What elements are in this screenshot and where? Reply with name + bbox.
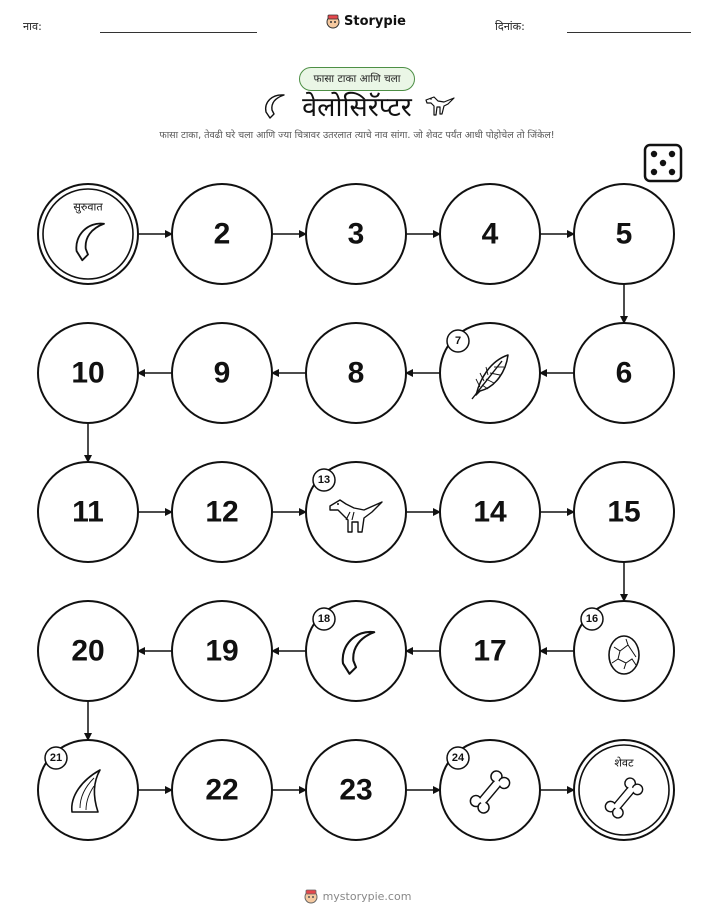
name-label: नाव: (23, 20, 42, 33)
instructions: फासा टाका, तेवढी घरे चला आणि ज्या चित्रावर उतरलात त्याचे नाव सांगा. जो शेवट पर्यंत आधी पोहोचेल तो जिंकेल! (159, 130, 555, 141)
board-cell-24[interactable] (440, 740, 540, 840)
board-cell-3[interactable] (306, 184, 406, 284)
cell-badge (447, 747, 469, 769)
badge-number: 13 (317, 474, 331, 486)
cell-number: 2 (213, 217, 231, 251)
board-cell-13[interactable] (306, 462, 406, 562)
board-cell-21[interactable] (38, 740, 138, 840)
board-cell-25[interactable] (574, 740, 674, 840)
storypie-mascot-icon (303, 888, 319, 904)
board-cell-19[interactable] (172, 601, 272, 701)
cell-number: 3 (347, 217, 365, 251)
board-cell-2[interactable] (172, 184, 272, 284)
board-cell-10[interactable] (38, 323, 138, 423)
board-cell-12[interactable] (172, 462, 272, 562)
footer (0, 888, 714, 904)
cell-number: 12 (205, 495, 239, 529)
game-tag: फासा टाका आणि चला (299, 67, 415, 91)
start-label: सुरुवात (73, 200, 103, 214)
board-cell-14[interactable] (440, 462, 540, 562)
egg-icon (609, 636, 639, 674)
cell-number: 10 (71, 356, 105, 390)
board-cell-11[interactable] (38, 462, 138, 562)
footer-site[interactable]: mystorypie.com (322, 889, 412, 903)
board-cell-1[interactable] (38, 184, 138, 284)
board-cell-22[interactable] (172, 740, 272, 840)
cell-number: 15 (607, 495, 641, 529)
cell-number: 4 (481, 217, 499, 251)
board-cell-7[interactable] (440, 323, 540, 423)
date-label: दिनांक: (495, 20, 525, 33)
cell-number: 6 (615, 356, 633, 390)
board-cell-5[interactable] (574, 184, 674, 284)
board-cell-6[interactable] (574, 323, 674, 423)
board-cell-15[interactable] (574, 462, 674, 562)
cell-badge (313, 469, 335, 491)
board-cell-18[interactable] (306, 601, 406, 701)
badge-number: 7 (454, 335, 462, 347)
badge-number: 18 (317, 613, 331, 625)
cell-badge (581, 608, 603, 630)
cell-number: 11 (72, 495, 104, 529)
cell-badge (313, 608, 335, 630)
brand-name: Storypie (344, 13, 406, 29)
cell-number: 14 (473, 495, 507, 529)
board-cell-4[interactable] (440, 184, 540, 284)
badge-number: 21 (49, 752, 63, 764)
end-label: शेवट (614, 756, 634, 770)
cell-number: 23 (339, 773, 373, 807)
board-cell-8[interactable] (306, 323, 406, 423)
cell-number: 17 (473, 634, 507, 668)
board-cell-23[interactable] (306, 740, 406, 840)
board-cell-16[interactable] (574, 601, 674, 701)
badge-number: 16 (585, 613, 599, 625)
cell-number: 19 (205, 634, 239, 668)
cell-number: 8 (347, 356, 365, 390)
cell-number: 20 (71, 634, 105, 668)
board-cell-17[interactable] (440, 601, 540, 701)
badge-number: 24 (451, 752, 465, 764)
cell-number: 5 (615, 217, 633, 251)
board-cell-9[interactable] (172, 323, 272, 423)
cell-number: 9 (213, 356, 231, 390)
cell-badge (447, 330, 469, 352)
game-title: वेलोसिरॅप्टर (302, 92, 412, 123)
board-cell-20[interactable] (38, 601, 138, 701)
cell-number: 22 (205, 773, 239, 807)
cell-badge (45, 747, 67, 769)
